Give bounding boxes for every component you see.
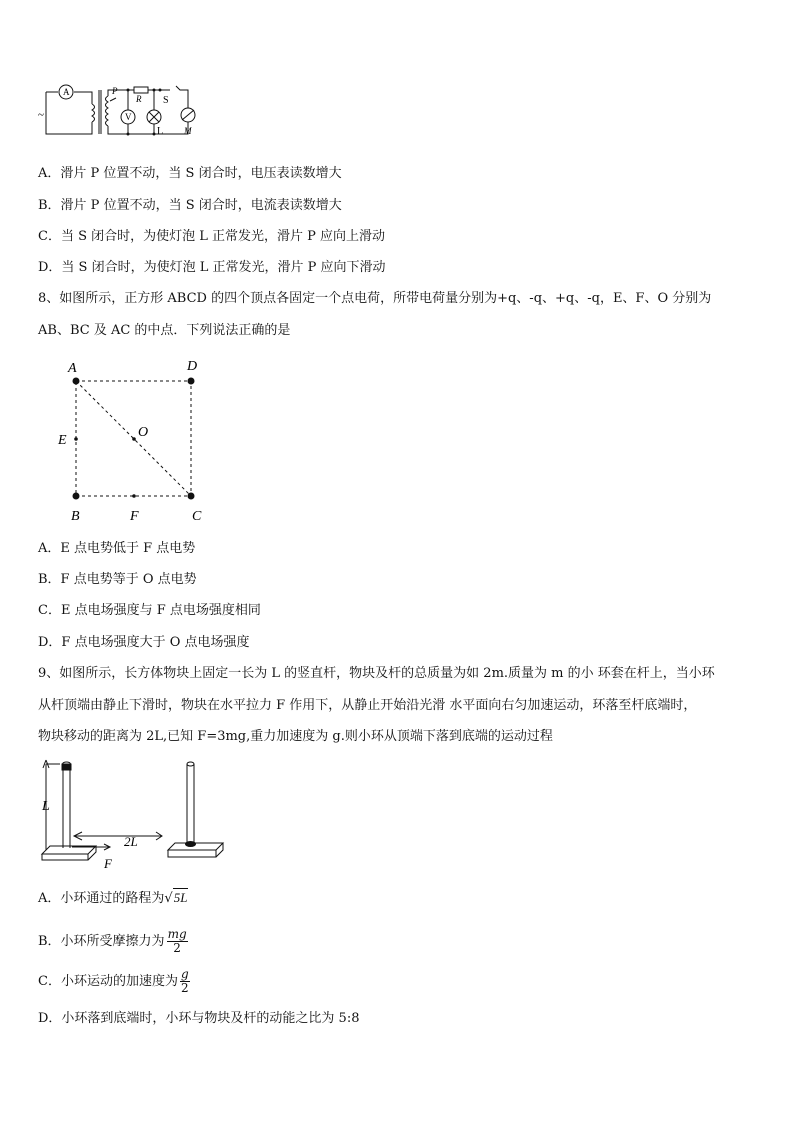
q7-label-motor: M [184,126,192,136]
q7-label-resistor: R [136,94,142,104]
q8-point-a [73,378,80,385]
q9-option-b-numerator: mg [167,927,187,941]
q7-option-a: A．滑片 P 位置不动，当 S 闭合时，电压表读数增大 [38,166,342,181]
q8-label-c: C [192,509,202,524]
q7-label-voltmeter: V [125,112,132,122]
q8-label-e: E [58,433,67,448]
q8-label-b: B [71,509,80,524]
q7-option-b: B．滑片 P 位置不动，当 S 闭合时，电流表读数增大 [38,198,342,213]
q7-label-lamp: L [157,126,164,137]
q8-option-c: C．E 点电场强度与 F 点电场强度相同 [38,603,261,618]
q9-label-force: F [104,856,112,871]
q8-label-a: A [68,361,77,376]
q9-option-a-prefix: A．小环通过的路程为 [38,891,165,906]
q9-option-b-fraction [167,928,188,955]
q9-stem-line3: 物块移动的距离为 2L,已知 F=3mg,重力加速度为 g.则小环从顶端下落到底端的运动过程 [38,729,553,744]
q9-option-a-root-sign: √ [164,891,173,906]
q8-stem-line1: 8、如图所示，正方形 ABCD 的四个顶点各固定一个点电荷，所带电荷量分别为+q、-q、+q、-q，E、F、O 分别为 [38,291,712,306]
q8-stem-line2: AB、BC 及 AC 的中点．下列说法正确的是 [38,323,291,338]
q8-point-e [74,437,78,441]
q8-label-o: O [138,425,149,440]
q7-label-ammeter: A [63,87,70,97]
q8-point-f [132,494,136,498]
q9-option-c-fraction [180,968,190,995]
q9-option-c-prefix: C．小环运动的加速度为 [38,974,178,989]
q9-option-b-prefix: B．小环所受摩擦力为 [38,934,165,949]
q9-stem-line2: 从杆顶端由静止下滑时，物块在水平拉力 F 作用下，从静止开始沿光滑 水平面向右匀加速运动，环落至杆底端时， [38,698,697,713]
q9-option-c [38,964,190,1000]
q8-square-figure [52,358,222,528]
q9-stem-line1: 9、如图所示，长方体物块上固定一长为 L 的竖直杆，物块及杆的总质量为如 2m.质量为 m 的小 环套在杆上，当小环 [38,666,715,681]
q7-label-switch: S [163,95,169,106]
q9-label-length: L [42,799,50,814]
q7-label-slider: P [112,86,118,96]
q9-option-a-radicand: 5L [173,890,188,905]
q8-label-d: D [187,359,198,374]
q8-point-b [73,493,80,500]
q7-label-source: ~ [38,109,44,121]
q8-point-d [188,378,195,385]
q8-point-o [132,437,136,441]
q9-label-distance: 2L [124,834,138,849]
q7-circuit-figure [38,82,198,144]
q9-option-d: D．小环落到底端时，小环与物块及杆的动能之比为 5:8 [38,1011,360,1026]
q8-option-b: B．F 点电势等于 O 点电势 [38,572,197,587]
q8-option-d: D．F 点电场强度大于 O 点电场强度 [38,635,250,650]
q8-option-a: A．E 点电势低于 F 点电势 [38,541,196,556]
q8-point-c [188,493,195,500]
q9-block-rod-figure [38,758,238,870]
q9-option-a [38,888,188,908]
q8-label-f: F [130,509,139,524]
q7-option-c: C．当 S 闭合时，为使灯泡 L 正常发光，滑片 P 应向上滑动 [38,229,386,244]
q7-option-d: D．当 S 闭合时，为使灯泡 L 正常发光，滑片 P 应向下滑动 [38,260,386,275]
q9-option-b [38,924,188,960]
q9-option-c-numerator: g [180,967,189,981]
q9-option-b-denominator: 2 [173,941,181,955]
q9-option-c-denominator: 2 [180,981,189,995]
